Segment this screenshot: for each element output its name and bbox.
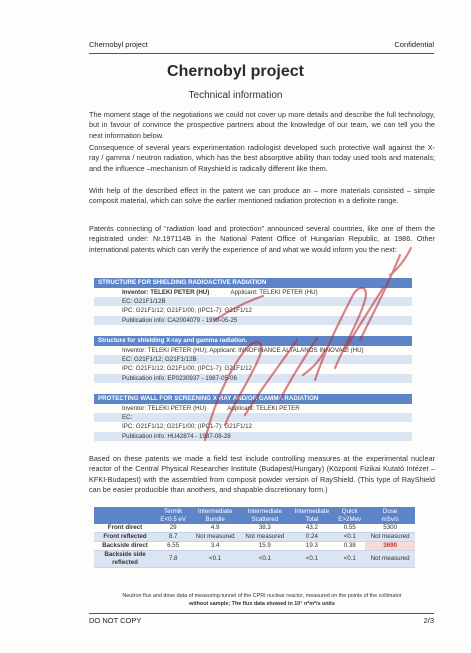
measurement-table — [94, 507, 415, 568]
row-label: Front reflected — [94, 533, 156, 542]
experimentation-paragraph: Consequence of several years experimentation radiologist developed such protective wall against the X-ray / gamma / neutron radiation, which has the best absorptive ability than today used tools and materials; and the influence –mechanism of Rayshield is radically different like them. — [89, 143, 435, 173]
header-project-name: Chernobyl project — [89, 40, 148, 49]
caption-line: Neutron flux and dose data of measuring-tunnel of the CPRI nuclear reactor, measured on the points of the collimator — [122, 593, 402, 599]
table-cell: Not measured — [190, 533, 240, 542]
table-cell: 0.55 — [334, 524, 365, 533]
highlighted-dose-cell: 3690 — [365, 542, 415, 551]
table-cell: 0.38 — [334, 542, 365, 551]
patent-ec: EC: G21F1/12; G21F1/12B — [94, 355, 412, 364]
table-caption — [89, 593, 435, 608]
patents-paragraph: Patents connecting of “radiation load and protection” announced several countries, like one of them the registrated under: Nr.197114B in the National Patent Office of Hungarian Republic, at 1986. Other international patents which can verify the experience of and what we would inform you the next: — [89, 224, 435, 254]
table-cell: Not measured — [365, 533, 415, 542]
table-cell: 19.3 — [290, 542, 334, 551]
row-label: Backside side reflected — [94, 551, 156, 568]
table-cell: 7.8 — [156, 551, 190, 568]
table-cell: 38.3 — [240, 524, 290, 533]
document-title: Chernobyl project — [167, 63, 304, 80]
table-header-cell — [94, 507, 156, 524]
document-subtitle: Technical information — [188, 90, 283, 101]
patent-inventor: Inventor: TELEKI PETER (HU) — [122, 405, 207, 412]
row-label: Backside direct — [94, 542, 156, 551]
table-cell: 15.9 — [240, 542, 290, 551]
table-cell: 5300 — [365, 524, 415, 533]
patent-heading: STRUCTURE FOR SHIELDING RADIOACTIVE RADIATION — [94, 278, 412, 288]
patent-publication: Publication info: HU42874 - 1987-08-28 — [94, 432, 412, 441]
header-confidential-label: Confidential — [394, 40, 434, 49]
table-cell: 4.9 — [190, 524, 240, 533]
table-cell: 6.55 — [156, 542, 190, 551]
patent-inventor: Inventor: TELEKI PETER (HU) — [122, 347, 207, 354]
page-header — [89, 40, 434, 54]
patent-ec: EC: G21F1/12B — [94, 297, 412, 306]
table-header-cell: Intermediate Total — [290, 507, 334, 524]
table-cell: 43.2 — [290, 524, 334, 533]
table-header-cell: Intermediate Bundle — [190, 507, 240, 524]
patent-ec: EC: — [94, 413, 412, 422]
table-cell: <0.1 — [240, 551, 290, 568]
caption-line: without sample; The flux data showed in 10⁷ n*m²/s units — [189, 600, 335, 607]
table-header-cell: Quick E>2Mev — [334, 507, 365, 524]
do-not-copy-label: DO NOT COPY — [89, 616, 142, 625]
patent-publication: Publication info: EP0230937 - 1987-05-06 — [94, 374, 412, 383]
patent-inventor-row: Inventor: TELEKI PETER (HU); Applicant: INNOFINANCE ALTALANOS INNOVACI (HU) — [122, 347, 364, 354]
table-cell: 29 — [156, 524, 190, 533]
field-test-paragraph: Based on these patents we made a field test include controlling measures at the experimental nuclear reactor of the Central Physical Researcher Institute (Budapest/Hungary) (Központi Fizikai Kutató Intézet – KFKI-Budapest) with the assembled from composit powder version of RayShield. (This type of RayShield can be easier producible than anothers, and shapable discretionary form.) — [89, 454, 435, 494]
patent-effect-paragraph: With help of the described effect in the patent we can produce an – more materials consisted – simple composit material, which can solve the earlier mentioned radiation protection in a definite range. — [89, 186, 435, 206]
patent-heading: PROTECTING WALL FOR SCREENING X-RAY AND/OR GAMMA RADIATION — [94, 394, 412, 404]
patent-ipc: IPC: G21F1/12; G21F1/00; (IPC1-7): G21F1/12 — [122, 365, 252, 373]
table-header-cell: Dose mSv/s — [365, 507, 415, 524]
table-row — [94, 551, 415, 568]
patent-ipc: IPC: G21F1/12; G21F1/00; (IPC1-7): G21F1/12 — [122, 423, 252, 431]
patent-box — [94, 278, 412, 325]
table-row — [94, 524, 415, 533]
page-footer — [89, 613, 434, 625]
table-cell: <0.1 — [190, 551, 240, 568]
patent-applicant: Applicant: INNOFINANCE ALTALANOS INNOVACI (HU) — [209, 347, 364, 354]
patent-inventor: Inventor: TELEKI PETER (HU) — [122, 289, 210, 296]
patent-box — [94, 394, 412, 441]
table-cell: <0.1 — [290, 551, 334, 568]
table-cell: 8.7 — [156, 533, 190, 542]
patent-applicant: Applicant: TELEKI PETER (HU) — [230, 289, 318, 296]
table-header-row — [94, 507, 415, 524]
table-header-cell: Intermediate Scattered — [240, 507, 290, 524]
patent-inventor-row — [94, 404, 412, 413]
table-cell: Not measured — [240, 533, 290, 542]
page-number: 2/3 — [423, 616, 434, 625]
patent-applicant: Applicant: TELEKI PETER — [227, 405, 300, 412]
patent-heading: Structure for shielding X-ray and gamma radiation. — [94, 336, 412, 346]
table-cell: 0.24 — [290, 533, 334, 542]
table-cell: Not measured — [365, 551, 415, 568]
patent-ipc: IPC: G21F1/12; G21F1/00; (IPC1-7): G21F1/12 — [122, 307, 252, 315]
table-cell: <0.1 — [334, 533, 365, 542]
table-cell: <0.1 — [334, 551, 365, 568]
patent-box — [94, 336, 412, 383]
patent-inventor-row — [94, 288, 412, 297]
row-label: Front direct — [94, 524, 156, 533]
table-row — [94, 542, 415, 551]
patent-publication: Publication info: CA2004079 - 1990-05-25 — [94, 316, 412, 325]
table-row — [94, 533, 415, 542]
table-cell: 3.4 — [190, 542, 240, 551]
intro-paragraph: The moment stage of the negotiations we could not cover up more details and describe the full technology, but in favour of convince the prospective partners about the knowledge of our team, we can tell you the next information below. — [89, 110, 435, 140]
table-header-cell: Termik E<0.5 eV — [156, 507, 190, 524]
